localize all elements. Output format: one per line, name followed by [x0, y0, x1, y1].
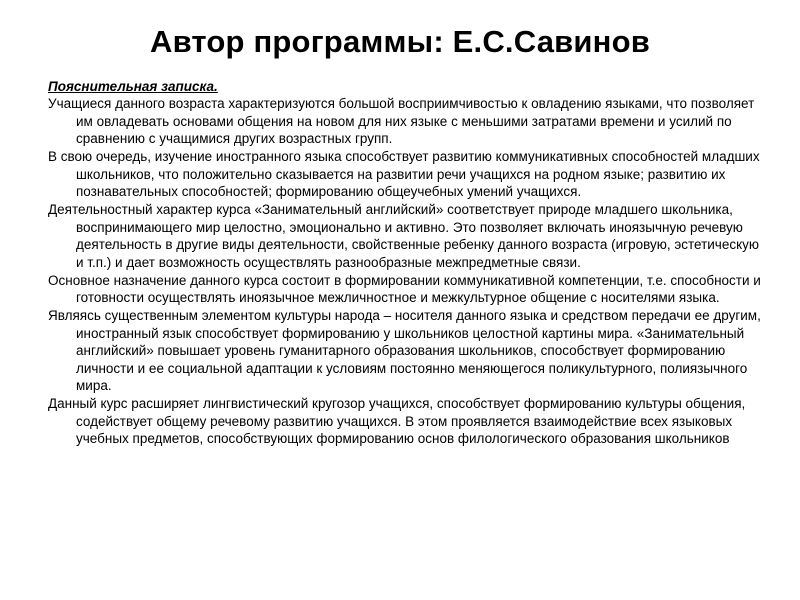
paragraph-5: Являясь существенным элементом культуры народа – носителя данного языка и средством передачи ее другим, иностранный язык способствует формированию у школьников целостной картины мира. «Занимательный английский» повышает уровень гуманитарного образования школьников, способствует формированию личности и ее социальной адаптации к условиям постоянно меняющегося поликультурного, полиязычного мира.	[48, 308, 761, 394]
paragraph-4: Основное назначение данного курса состоит в формировании коммуникативной компетенции, т.е. способности и готовности осуществлять иноязычное межличностное и межкультурное общение с носителями языка.	[48, 272, 761, 306]
paragraph-2: В свою очередь, изучение иностранного языка способствует развитию коммуникативных способностей младших школьников, что положительно сказывается на развитии речи учащихся на родном языке; развитию их познавательных способностей; формированию общеучебных умений учащихся.	[48, 149, 760, 200]
paragraph-3: Деятельностный характер курса «Занимательный английский» соответствует природе младшего школьника, воспринимающего мир целостно, эмоционально и активно. Это позволяет включать иноязычную речевую деятельность в другие виды деятельности, свойственные ребенку данного возраста (игровую, эстетическую и т.п.) и дает возможность осуществлять разнообразные межпредметные связи.	[48, 202, 760, 270]
slide-body	[48, 78, 768, 448]
slide-title: Автор программы: Е.С.Савинов	[150, 24, 650, 59]
section-heading: Пояснительная записка.	[48, 79, 218, 94]
paragraph-6: Данный курс расширяет лингвистический кругозор учащихся, способствует формированию культуры общения, содействует общему речевому развитию учащихся. В этом проявляется взаимодействие всех языковых учебных предметов, способствующих формированию основ филологического образования школьников	[48, 396, 746, 447]
paragraph-1: Учащиеся данного возраста характеризуются большой восприимчивостью к овладению языками, что позволяет им овладевать основами общения на новом для них языке с меньшими затратами времени и усилий по сравнению с учащимися других возрастных групп.	[48, 96, 755, 147]
